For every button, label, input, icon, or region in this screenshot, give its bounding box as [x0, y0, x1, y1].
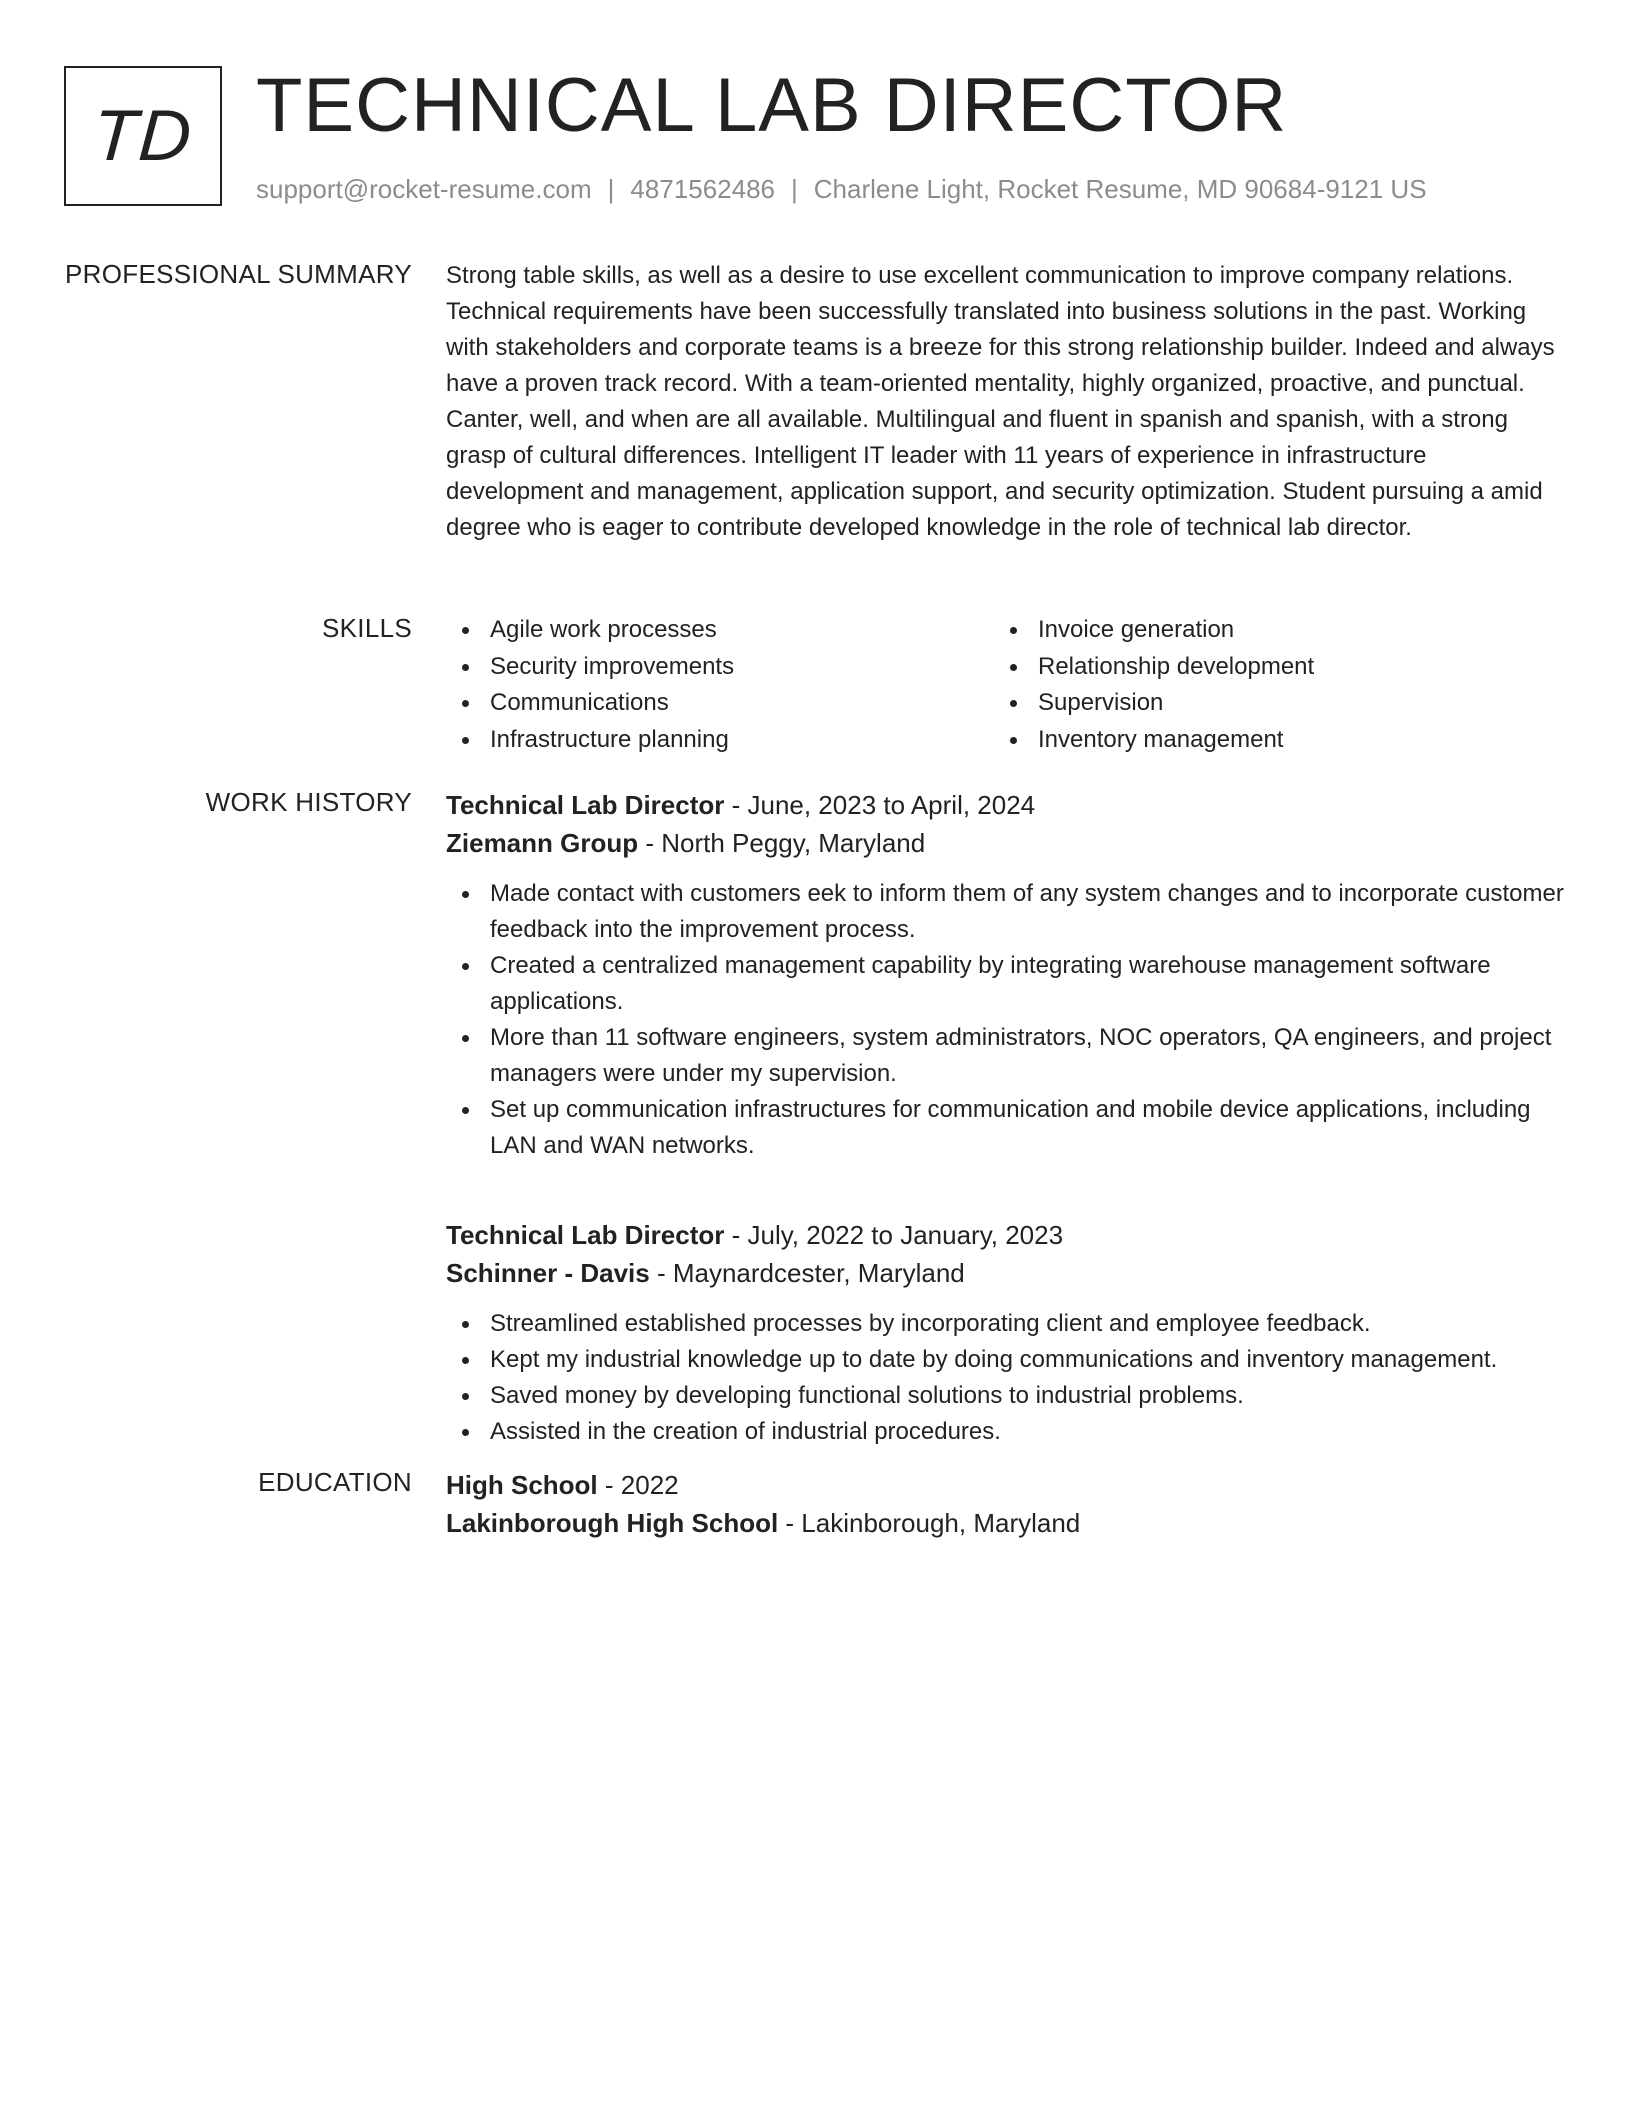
education-location: - Lakinborough, Maryland [778, 1508, 1081, 1538]
job-dates: - June, 2023 to April, 2024 [724, 790, 1036, 820]
job-title: Technical Lab Director [446, 1220, 725, 1250]
job-bullets [446, 876, 1564, 1164]
education-degree: High School [446, 1470, 598, 1500]
contact-separator: | [607, 174, 615, 204]
job-company: Schinner - Davis [446, 1258, 650, 1288]
work-heading: WORK HISTORY [205, 787, 412, 817]
skill-item: Agile work processes [446, 612, 994, 649]
job-bullet: Assisted in the creation of industrial procedures. [446, 1414, 1564, 1450]
education-year: - 2022 [597, 1470, 679, 1500]
education-degree-line [446, 1466, 1564, 1504]
job-bullets [446, 1306, 1564, 1450]
job-company: Ziemann Group [446, 828, 639, 858]
skills-column-left [446, 612, 994, 758]
job-title: Technical Lab Director [446, 790, 725, 820]
job-bullet: Set up communication infrastructures for communication and mobile device applications, including LAN and WAN networks. [446, 1092, 1564, 1164]
skill-item: Communications [446, 685, 994, 722]
skill-item: Inventory management [994, 722, 1542, 759]
skill-item: Invoice generation [994, 612, 1542, 649]
job-bullet: Kept my industrial knowledge up to date by doing communications and inventory management. [446, 1342, 1564, 1378]
summary-body [446, 258, 1564, 546]
job-bullet: Created a centralized management capability by integrating warehouse management software applications. [446, 948, 1564, 1020]
skill-item: Supervision [994, 685, 1542, 722]
contact-line [256, 174, 1427, 205]
skill-item: Relationship development [994, 649, 1542, 686]
job-entry [446, 786, 1564, 1164]
job-location: - Maynardcester, Maryland [649, 1258, 965, 1288]
resume-header [64, 63, 1564, 216]
resume-title: TECHNICAL LAB DIRECTOR [256, 63, 1288, 148]
job-location: - North Peggy, Maryland [638, 828, 926, 858]
education-body [446, 1466, 1564, 1542]
skills-grid [446, 612, 1564, 758]
skills-body [446, 612, 1564, 758]
skills-column-right [994, 612, 1542, 758]
skill-item: Infrastructure planning [446, 722, 994, 759]
contact-phone: 4871562486 [630, 174, 775, 204]
job-company-line [446, 824, 1564, 862]
contact-address: Charlene Light, Rocket Resume, MD 90684-9121 US [813, 174, 1427, 204]
job-bullet: Made contact with customers eek to inform them of any system changes and to incorporate customer feedback into the improvement process. [446, 876, 1564, 948]
job-title-line [446, 786, 1564, 824]
skill-item: Security improvements [446, 649, 994, 686]
job-title-line [446, 1216, 1564, 1254]
contact-email: support@rocket-resume.com [256, 174, 592, 204]
education-school: Lakinborough High School [446, 1508, 779, 1538]
summary-text: Strong table skills, as well as a desire to use excellent communication to improve company relations. Technical requirements have been successfully translated into business solutions in the past. Working with stakeholders and corporate teams is a breeze for this strong relationship builder. Indeed and always have a proven track record. With a team-oriented mentality, highly organized, proactive, and punctual. Canter, well, and when are all available. Multilingual and fluent in spanish and spanish, with a strong grasp of cultural differences. Intelligent IT leader with 11 years of experience in infrastructure development and management, application support, and security optimization. Student pursuing a amid degree who is eager to contribute developed knowledge in the role of technical lab director. [446, 262, 1555, 541]
job-dates: - July, 2022 to January, 2023 [724, 1220, 1064, 1250]
summary-heading: PROFESSIONAL SUMMARY [65, 259, 412, 289]
monogram-initials: TD [90, 96, 196, 176]
education-heading: EDUCATION [258, 1467, 412, 1497]
education-school-line [446, 1504, 1564, 1542]
job-bullet: Saved money by developing functional solutions to industrial problems. [446, 1378, 1564, 1414]
job-company-line [446, 1254, 1564, 1292]
monogram-box [64, 66, 222, 206]
job-entry [446, 1216, 1564, 1450]
job-bullet: More than 11 software engineers, system administrators, NOC operators, QA engineers, and project managers were under my supervision. [446, 1020, 1564, 1092]
work-body [446, 786, 1564, 1450]
skills-heading: SKILLS [322, 613, 412, 643]
job-bullet: Streamlined established processes by incorporating client and employee feedback. [446, 1306, 1564, 1342]
contact-separator: | [791, 174, 798, 204]
